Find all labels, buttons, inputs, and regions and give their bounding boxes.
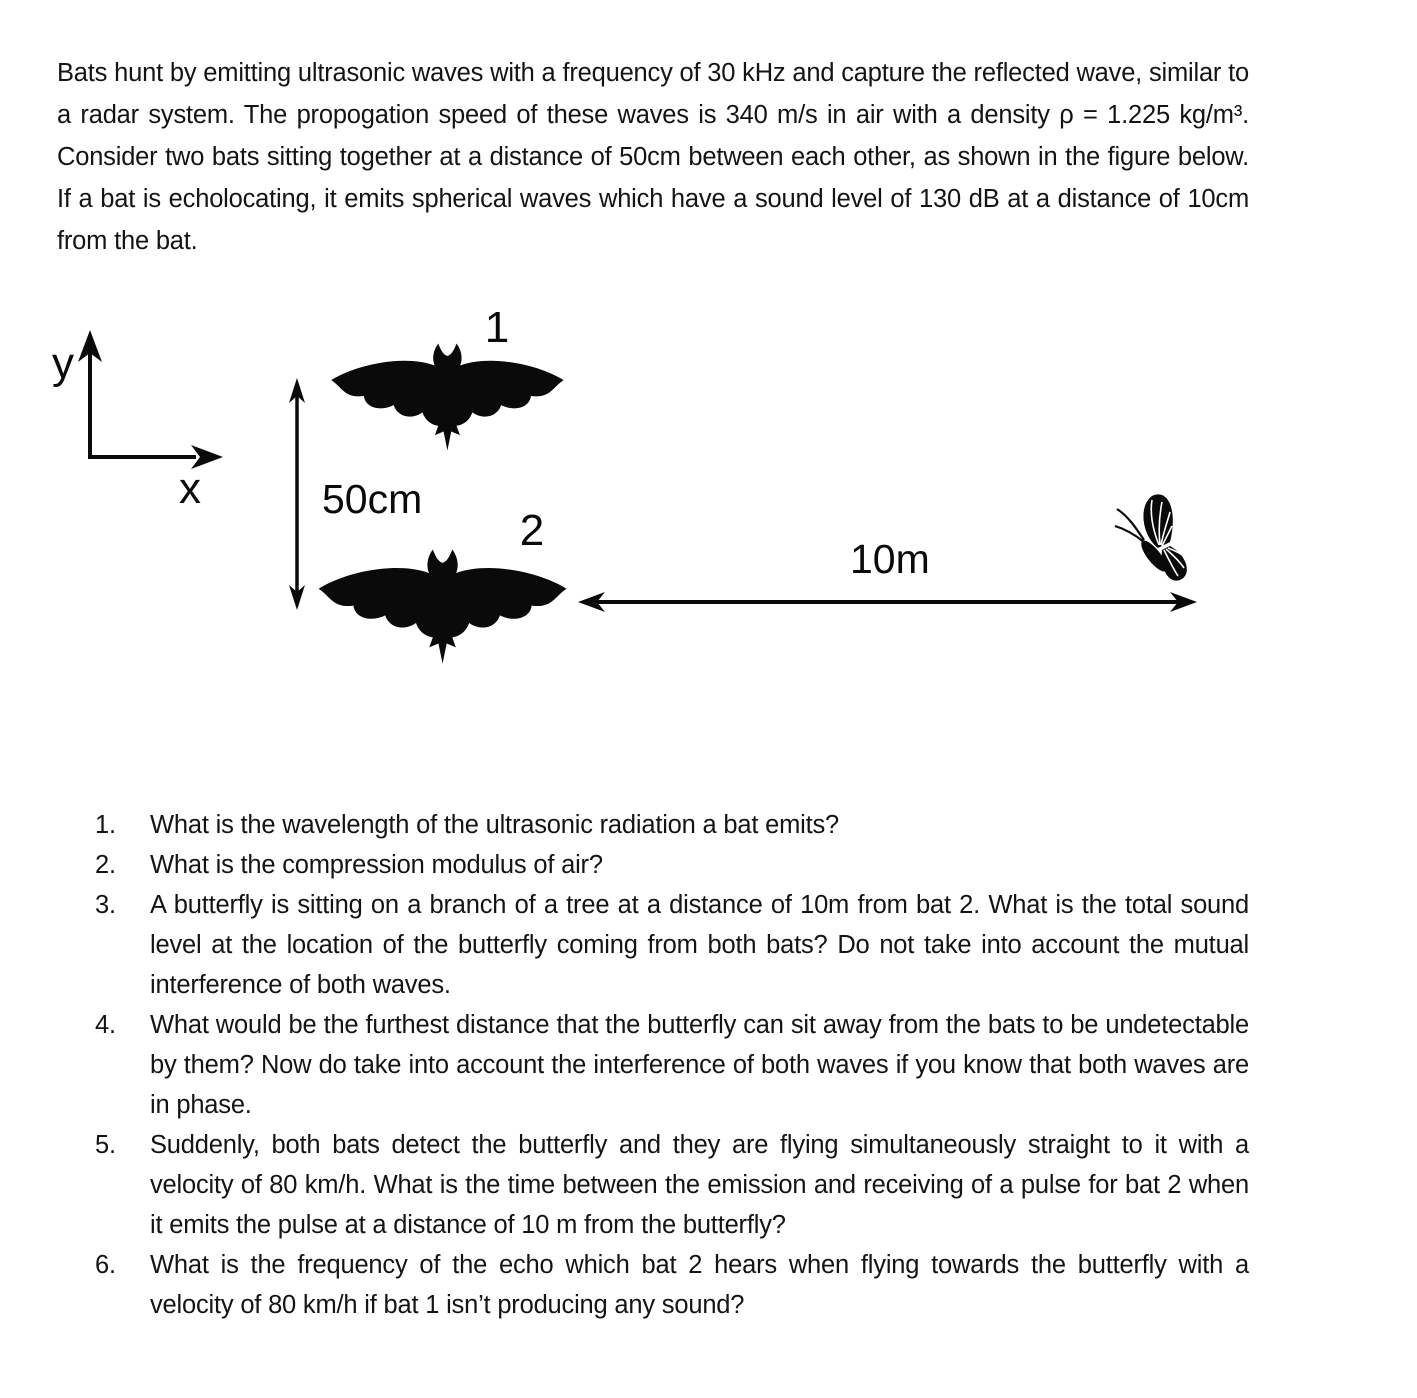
question-number: 6. [95, 1251, 116, 1279]
butterfly-distance-label: 10m [850, 536, 930, 582]
y-axis-label: y [52, 339, 74, 388]
question-list [57, 805, 1249, 1325]
axes-lines [90, 352, 196, 457]
butterfly-antenna [1117, 509, 1144, 540]
question-text: A butterfly is sitting on a branch of a tree at a distance of 10m from bat 2. What is the total sound level at the location of the butterfly coming from both bats? Do not take into account the mutual interference of both waves. [150, 891, 1249, 999]
question-item [57, 1125, 1249, 1245]
bats-distance-arrow [289, 378, 305, 610]
x-axis-label: x [179, 464, 201, 513]
question-text: What would be the furthest distance that the butterfly can sit away from the bats to be undetectable by them? Now do take into account the interference of both waves if you know that both waves are in phase. [150, 1011, 1249, 1119]
figure-diagram [0, 280, 1417, 700]
bat-2 [319, 550, 567, 664]
question-text: What is the compression modulus of air? [150, 851, 603, 879]
question-number: 4. [95, 1011, 116, 1039]
question-text: What is the wavelength of the ultrasonic radiation a bat emits? [150, 811, 840, 839]
bats-distance-label: 50cm [322, 476, 423, 522]
butterfly-icon [1115, 494, 1187, 580]
question-text: What is the frequency of the echo which bat 2 hears when flying towards the butterfly with a velocity of 80 km/h if bat 1 isn’t producing any sound? [150, 1251, 1249, 1319]
bat-icon [331, 343, 563, 450]
question-item [57, 1005, 1249, 1125]
question-number: 2. [95, 851, 116, 879]
bat1-label: 1 [484, 303, 510, 352]
question-item [57, 805, 1249, 845]
butterfly [1115, 494, 1187, 580]
butterfly-distance-arrow [578, 592, 1197, 612]
question-item [57, 885, 1249, 1005]
coordinate-axes [78, 330, 223, 469]
figure-canvas [0, 280, 1417, 700]
question-number: 3. [95, 891, 116, 919]
question-number: 1. [95, 811, 116, 839]
question-item [57, 845, 1249, 885]
question-item [57, 1245, 1249, 1325]
bat2-label: 2 [519, 506, 545, 555]
question-number: 5. [95, 1131, 116, 1159]
butterfly-upper-wing [1143, 494, 1172, 548]
bat-icon [319, 550, 567, 664]
intro-paragraph: Bats hunt by emitting ultrasonic waves with a frequency of 30 kHz and capture the reflected wave, similar to a radar system. The propogation speed of these waves is 340 m/s in air with a density ρ = 1.225 kg/m³. Consider two bats sitting together at a distance of 50cm between each other, as shown in the figure below. If a bat is echolocating, it emits spherical waves which have a sound level of 130 dB at a distance of 10cm from the bat. [57, 58, 1249, 255]
bat-1 [331, 343, 563, 450]
question-text: Suddenly, both bats detect the butterfly and they are flying simultaneously straight to it with a velocity of 80 km/h. What is the time between the emission and receiving of a pulse for bat 2 when it emits the pulse at a distance of 10 m from the butterfly? [150, 1131, 1249, 1239]
